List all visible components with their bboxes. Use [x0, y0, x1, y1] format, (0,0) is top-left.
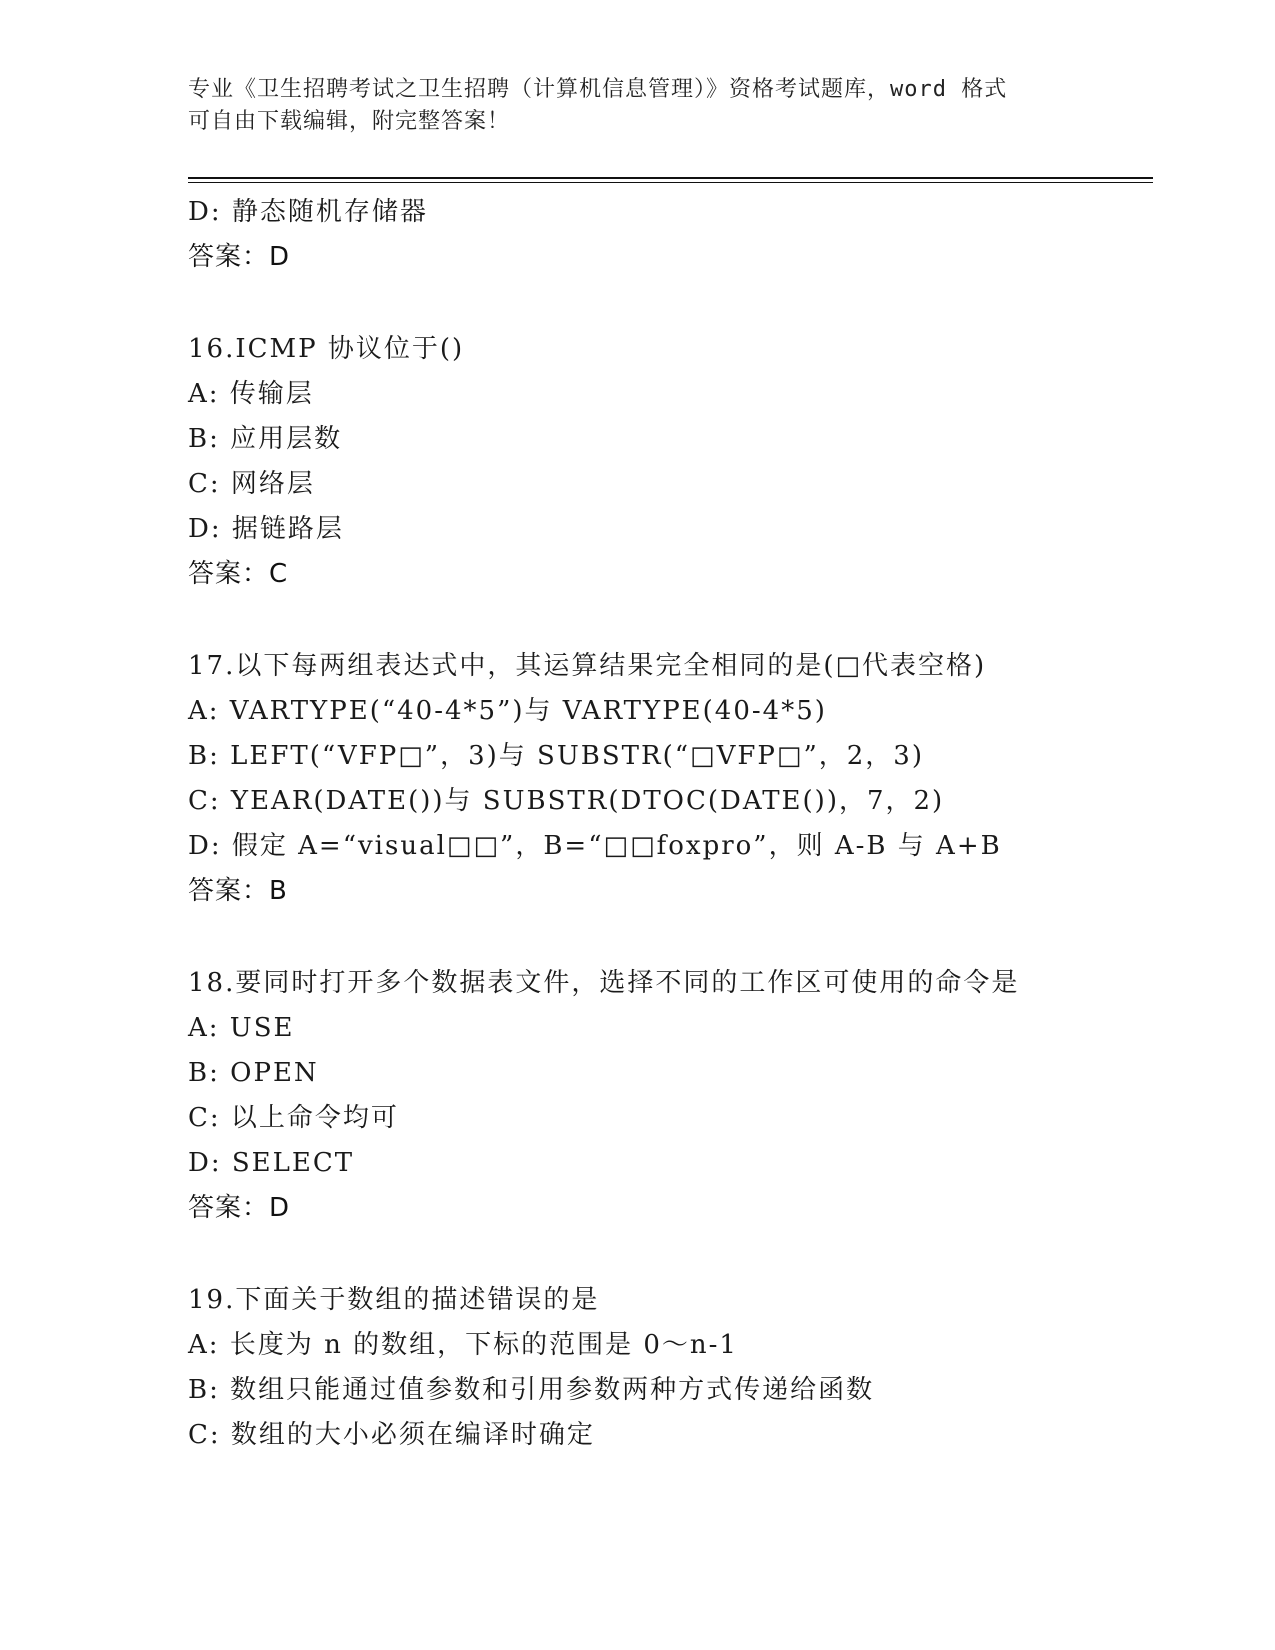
- question-18-option-b: B: OPEN: [188, 1058, 319, 1088]
- spacer: [188, 597, 1153, 644]
- question-17-stem: 17.以下每两组表达式中，其运算结果完全相同的是(□代表空格): [188, 651, 987, 681]
- question-list: [188, 190, 1153, 1458]
- question-19-stem: 19.下面关于数组的描述错误的是: [188, 1285, 600, 1315]
- question-15-tail: [188, 190, 1153, 280]
- question-15-answer: 答案：D: [188, 242, 291, 272]
- question-16-option-d: D: 据链路层: [188, 514, 344, 544]
- question-19-option-b: B: 数组只能通过值参数和引用参数两种方式传递给函数: [188, 1375, 875, 1405]
- spacer: [188, 914, 1153, 961]
- question-17-answer: 答案：B: [188, 876, 288, 906]
- question-19: [188, 1278, 1153, 1458]
- question-17-option-b: B: LEFT(“VFP□”，3)与 SUBSTR(“□VFP□”，2，3): [188, 741, 924, 771]
- question-18-stem: 18.要同时打开多个数据表文件，选择不同的工作区可使用的命令是: [188, 968, 1020, 998]
- question-17-option-c: C: YEAR(DATE())与 SUBSTR(DTOC(DATE())，7，2): [188, 786, 945, 816]
- header-divider-thin: [188, 182, 1153, 183]
- question-18-option-d: D: SELECT: [188, 1148, 355, 1178]
- question-18-answer: 答案：D: [188, 1193, 291, 1223]
- question-18: [188, 961, 1153, 1231]
- question-18-option-c: C: 以上命令均可: [188, 1103, 399, 1133]
- document-header: [188, 74, 1088, 138]
- question-16-option-a: A: 传输层: [188, 379, 314, 409]
- question-16-option-b: B: 应用层数: [188, 424, 343, 454]
- question-15-option-d: D: 静态随机存储器: [188, 197, 428, 227]
- question-16-answer: 答案：C: [188, 559, 289, 589]
- question-18-option-a: A: USE: [188, 1013, 295, 1043]
- spacer: [188, 280, 1153, 327]
- header-title-line-1: 专业《卫生招聘考试之卫生招聘（计算机信息管理）》资格考试题库，word 格式: [188, 77, 1008, 102]
- header-title-line-2: 可自由下载编辑，附完整答案！: [188, 109, 511, 134]
- question-17-option-a: A: VARTYPE(“40-4*5”)与 VARTYPE(40-4*5): [188, 696, 827, 726]
- question-19-option-c: C: 数组的大小必须在编译时确定: [188, 1420, 595, 1450]
- question-16-stem: 16.ICMP 协议位于(): [188, 334, 465, 364]
- spacer: [188, 1231, 1153, 1278]
- question-17-option-d: D: 假定 A=“visual□□”，B=“□□foxpro”，则 A-B 与 A+B: [188, 831, 1002, 861]
- header-divider-thick: [188, 177, 1153, 179]
- question-16-option-c: C: 网络层: [188, 469, 315, 499]
- question-19-option-a: A: 长度为 n 的数组，下标的范围是 0～n-1: [188, 1330, 738, 1360]
- question-17: [188, 644, 1153, 914]
- question-16: [188, 327, 1153, 597]
